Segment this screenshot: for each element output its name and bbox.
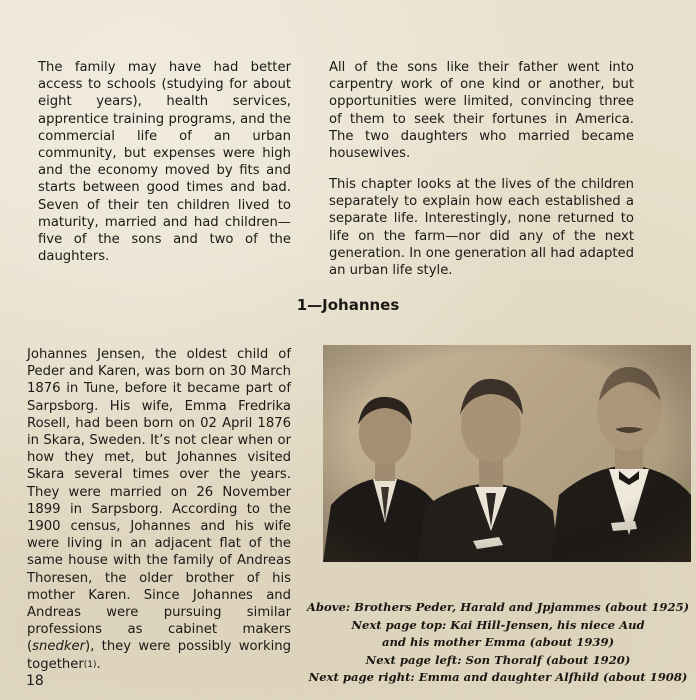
intro-paragraph: The family may have had better access to schools (studying for about eight years), health services, apprentice training programs, and the commercial life of an urban community, but expenses were high and the economy moved by fits and starts between good times and bad. Seven of their ten children lived to maturity, married and had children—five of the sons and two of the daughters. [38, 60, 291, 265]
footnote-marker: (1) [83, 659, 97, 670]
johannes-text-part: ), they were possibly working together [27, 639, 291, 672]
johannes-paragraph [27, 346, 291, 674]
johannes-italic-term: snedker [32, 639, 86, 655]
section-heading: 1—Johannes [296, 296, 400, 314]
johannes-text-part: Johannes Jensen, the oldest child of Peder and Karen, was born on 30 March 1876 in Tune, before it became part of Sarpsborg. His wife, Emma Fredrika Rosell, had been born on 02 April 1876 in Skara, Sweden. It’s not clear when or how they met, but Johannes visited Skara several times over the years. They were married on 26 November 1899 in Sarpsborg. According to the 1900 census, Johannes and his wife were living in an adjacent flat of the same house with the family of Andreas Thoresen, the older brother of his mother Karen. Since Johannes and Andreas were pursuing similar professions as cabinet makers ( [27, 347, 291, 655]
photo-caption [305, 599, 691, 687]
caption-line: Above: Brothers Peder, Harald and Jpjammes (about 1925) [306, 600, 690, 614]
caption-line: Next page left: Son Thoralf (about 1920) [365, 652, 631, 667]
brothers-photo-illustration [323, 345, 691, 562]
chapter-overview-paragraph: This chapter looks at the lives of the children separately to explain how each established a separate life. Interestingly, none returned to life on the farm—nor did any of the next generation. In one generation all had adapted an urban life style. [329, 177, 634, 279]
caption-line: Next page top: Kai Hill-Jensen, his niece Aud [351, 617, 645, 632]
johannes-text-end: . [96, 656, 101, 672]
brothers-photograph [323, 345, 691, 562]
caption-line: Next page right: Emma and daughter Alfhild (about 1908) [308, 670, 688, 684]
sons-paragraph: All of the sons like their father went into carpentry work of one kind or another, but opportunities were limited, convincing three of them to seek their fortunes in America. The two daughters who married became housewives. [329, 60, 634, 162]
caption-line: and his mother Emma (about 1939) [381, 635, 615, 649]
page-number: 18 [26, 673, 44, 689]
